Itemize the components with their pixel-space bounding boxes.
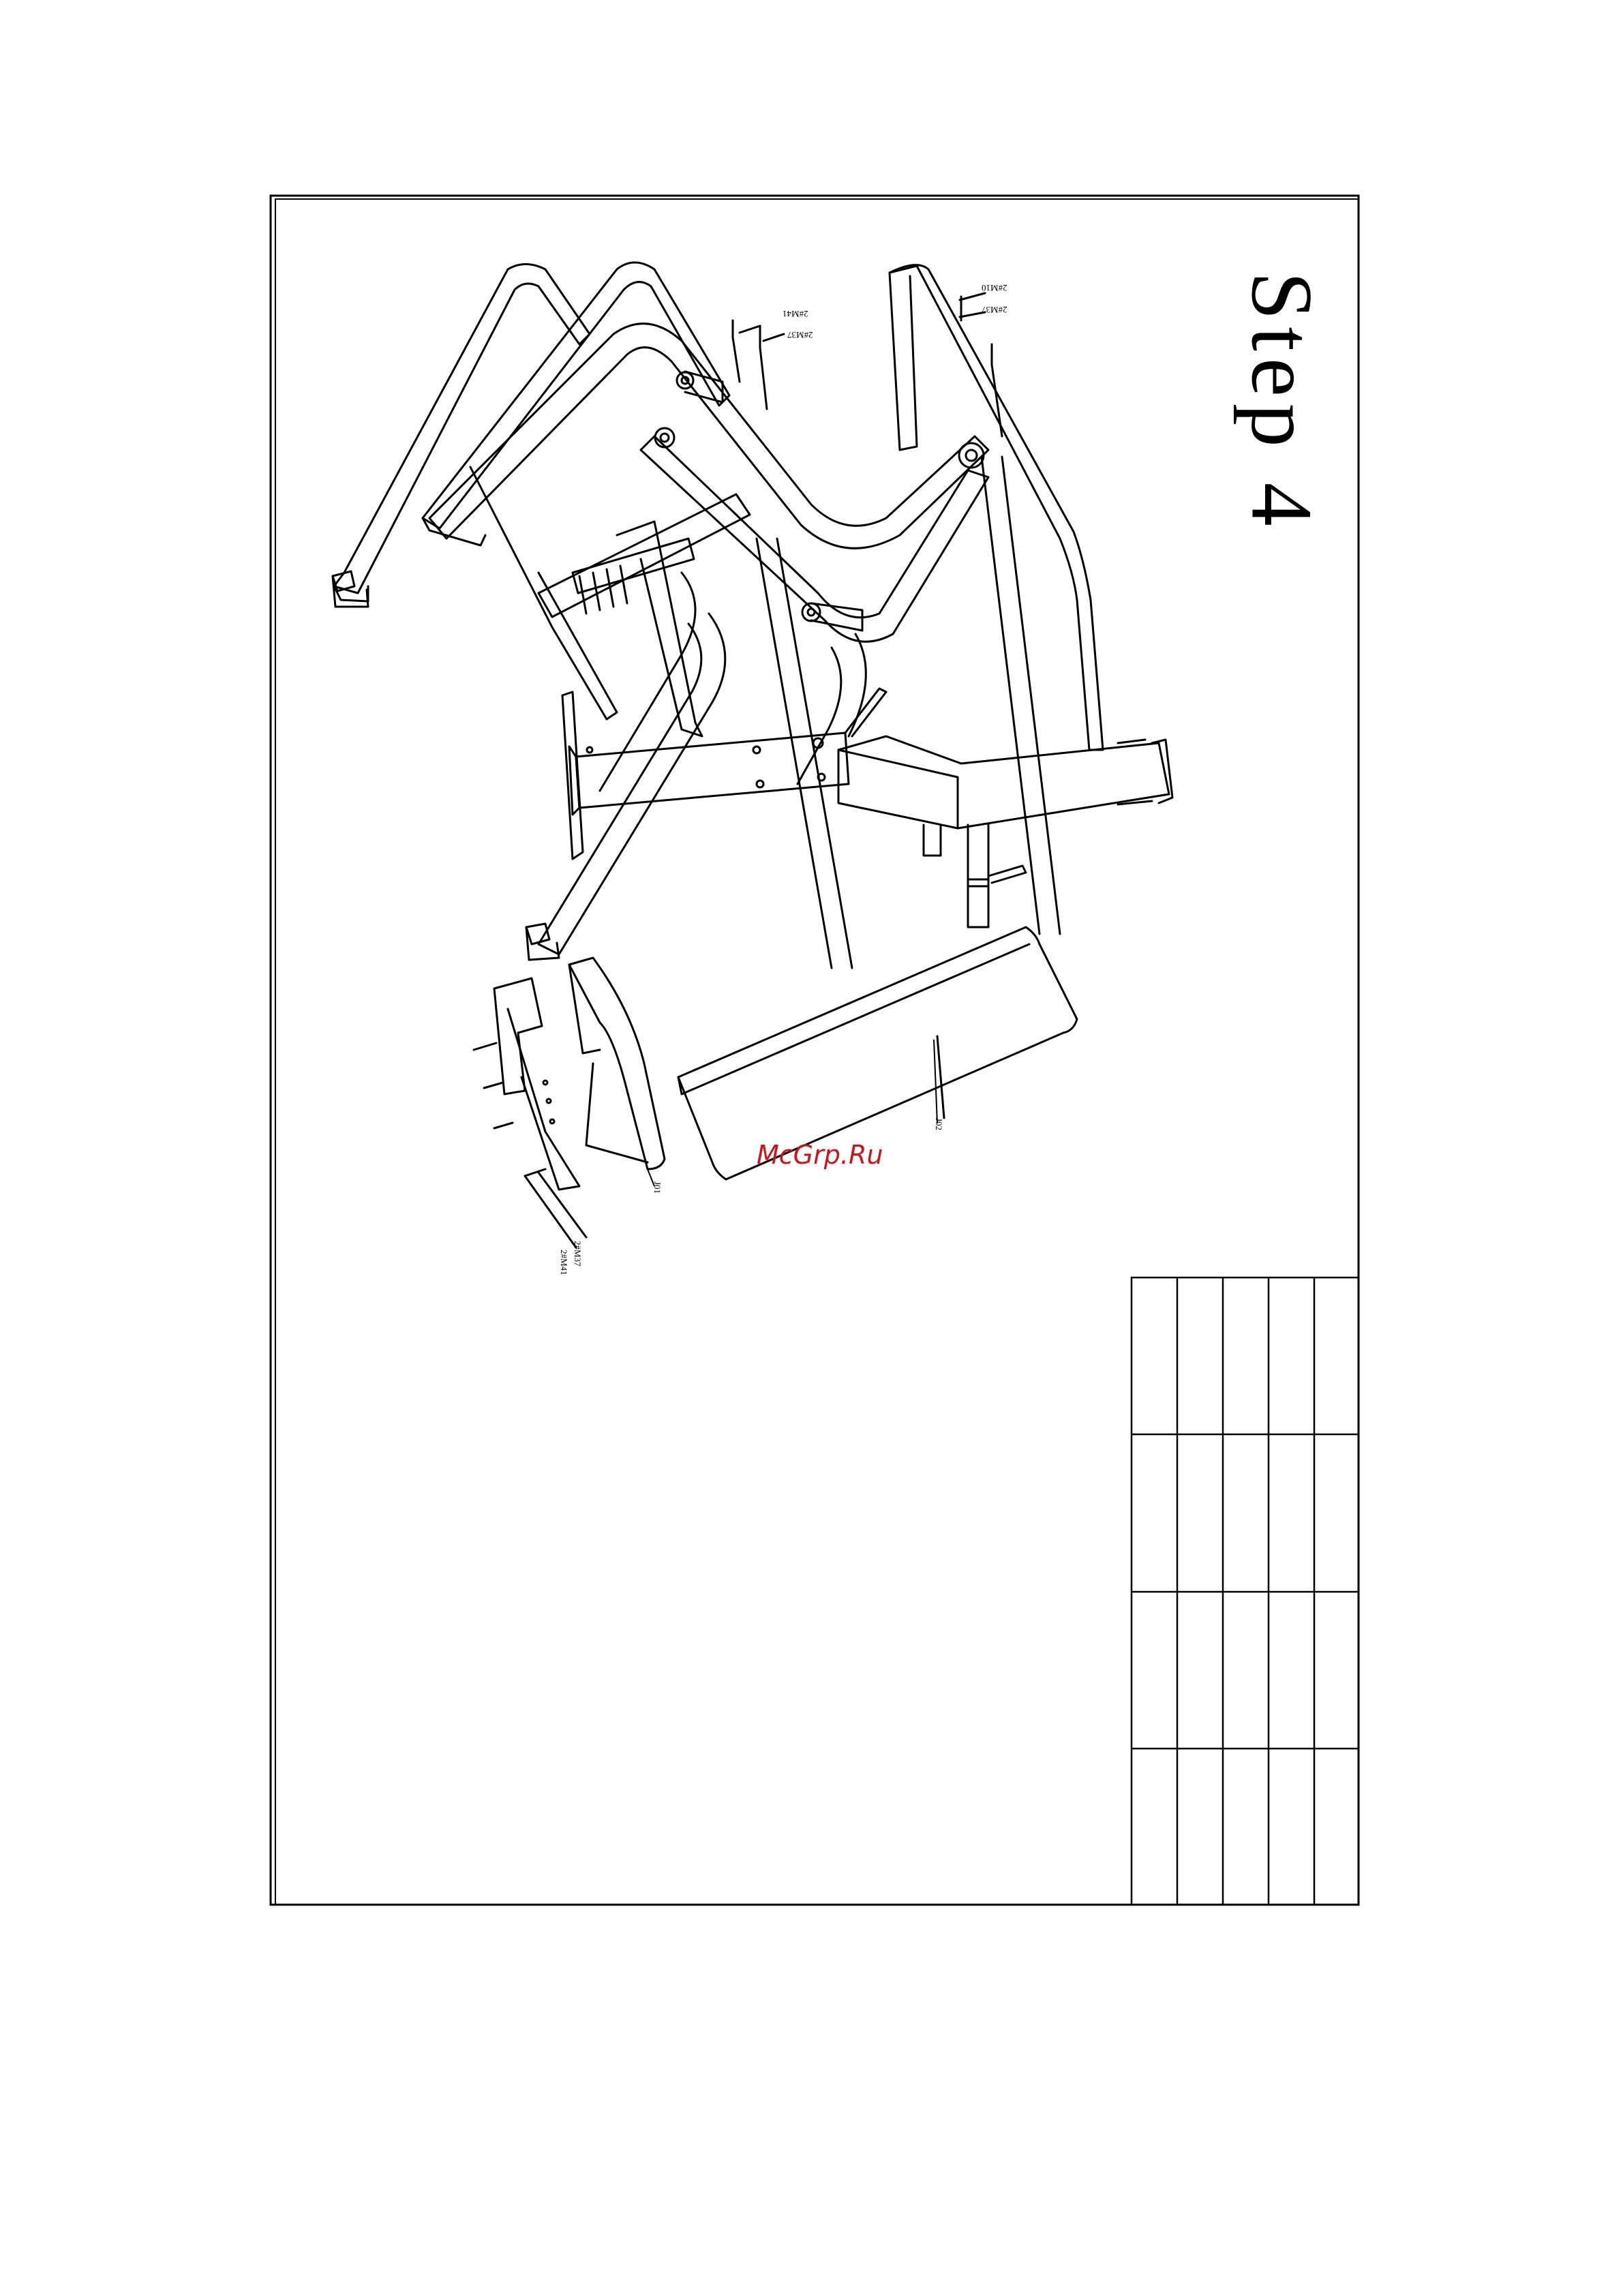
outer-border xyxy=(271,196,1359,1905)
inner-border xyxy=(275,199,1359,1905)
callout-upper-bolt-1: 2#M10 xyxy=(982,283,1007,293)
callout-upper-washer-1: 2#M37 xyxy=(982,305,1007,315)
watermark-text: McGrp.Ru xyxy=(757,1140,883,1170)
step-title: Step 4 xyxy=(1233,271,1331,533)
callout-upper-washer-2: 2#M37 xyxy=(787,330,813,340)
title-block xyxy=(1132,1278,1359,1905)
callout-upper-bolt-2: 2#M41 xyxy=(783,309,808,319)
machine-frame-drawing xyxy=(333,262,1172,1248)
callout-lower-washer: 2#M37 xyxy=(573,1241,583,1267)
callout-back-pad: J01 xyxy=(652,1181,663,1194)
callout-lower-bolt: 2#M41 xyxy=(559,1250,569,1275)
callout-seat-pad: J02 xyxy=(934,1118,944,1131)
